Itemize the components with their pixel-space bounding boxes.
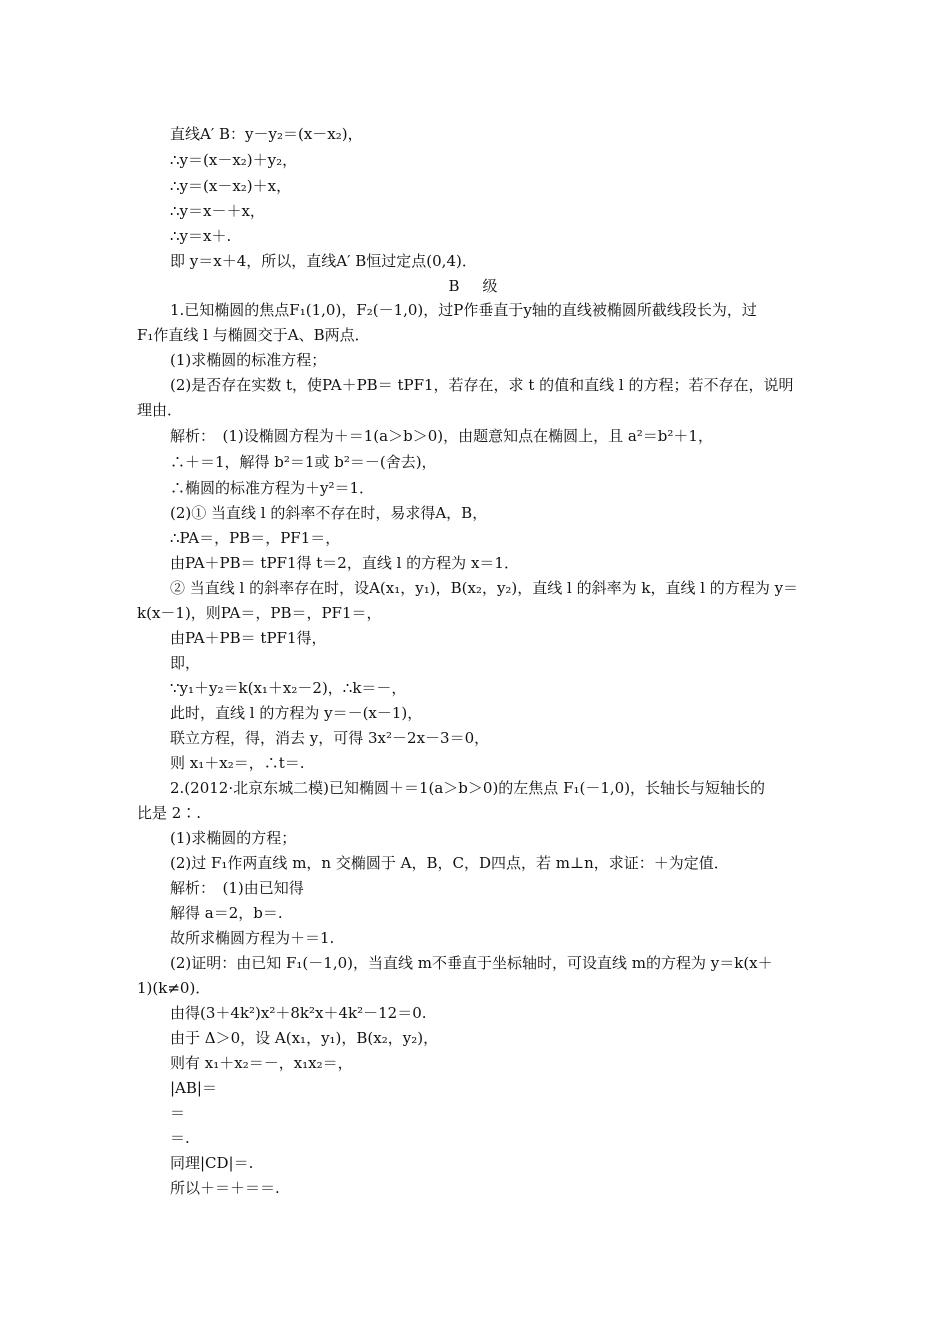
text-line-1: 直线A′ B：y－y₂＝(x－x₂)，	[170, 125, 363, 143]
solution-1-line-4: (2)① 当直线 l 的斜率不存在时，易求得A，B，	[170, 504, 488, 522]
text-line-6: 即 y＝x＋4，所以，直线A′ B恒过定点(0,4)．	[170, 252, 477, 270]
solution-1-line-3: ∴椭圆的标准方程为＋y²＝1．	[170, 479, 375, 497]
problem-2-line-1: 2.(2012·北京东城二模)已知椭圆＋＝1(a＞b＞0)的左焦点 F₁(－1,0)，长轴长与短轴长的	[170, 779, 766, 797]
solution-1-line-10: 即，	[170, 654, 201, 672]
solution-1-line-6: 由PA＋PB＝ tPF1得 t＝2，直线 l 的方程为 x＝1．	[170, 554, 519, 572]
solution-1-line-14: 则 x₁＋x₂＝，∴t＝.	[170, 754, 305, 772]
solution-2-line-9: |AB|＝	[170, 1079, 217, 1097]
solution-2-line-11: ＝.	[170, 1129, 190, 1147]
solution-2-line-5: 1)(k≠0)．	[137, 979, 211, 997]
solution-2-line-6: 由得(3＋4k²)x²＋8k²x＋4k²－12＝0.	[170, 1004, 427, 1022]
solution-2-line-1: 解析： (1)由已知得	[170, 879, 304, 897]
solution-1-line-8: k(x－1)，则PA＝，PB＝，PF1＝，	[137, 604, 382, 622]
solution-2-line-10: ＝	[170, 1104, 186, 1122]
problem-2-line-2: 比是 2∶.	[137, 804, 202, 822]
solution-1-line-5: ∴PA＝，PB＝，PF1＝，	[170, 529, 341, 547]
solution-1-line-13: 联立方程，得，消去 y，可得 3x²－2x－3＝0，	[170, 729, 490, 747]
problem-2-part-1: (1)求椭圆的方程；	[170, 829, 297, 847]
problem-1-line-2: F₁作直线 l 与椭圆交于A、B两点．	[137, 326, 370, 344]
text-line-2: ∴y＝(x－x₂)＋y₂，	[170, 151, 298, 169]
solution-2-line-12: 同理|CD|＝.	[170, 1154, 254, 1172]
solution-2-line-7: 由于 Δ＞0，设 A(x₁，y₁)，B(x₂，y₂)，	[170, 1029, 439, 1047]
solution-1-line-1: 解析： (1)设椭圆方程为＋＝1(a＞b＞0)，由题意知点在椭圆上，且 a²＝b²＋1，	[170, 427, 713, 445]
solution-1-line-12: 此时，直线 l 的方程为 y＝－(x－1)，	[170, 704, 423, 722]
problem-1-part-2: (2)是否存在实数 t，使PA＋PB＝ tPF1，若存在，求 t 的值和直线 l 的方程；若不存在，说明	[170, 376, 794, 394]
solution-1-line-7: ② 当直线 l 的斜率存在时，设A(x₁，y₁)，B(x₂，y₂)，直线 l 的斜率为 k，直线 l 的方程为 y＝	[170, 579, 799, 597]
solution-1-line-11: ∵y₁＋y₂＝k(x₁＋x₂－2)，∴k＝－，	[170, 679, 407, 697]
problem-1-part-1: (1)求椭圆的标准方程；	[170, 351, 327, 369]
solution-1-line-9: 由PA＋PB＝ tPF1得，	[170, 629, 327, 647]
solution-1-line-2: ∴＋＝1，解得 b²＝1或 b²＝－(舍去)，	[170, 453, 437, 471]
text-line-5: ∴y＝x＋.	[170, 227, 232, 245]
text-line-4: ∴y＝x－＋x，	[170, 202, 265, 220]
solution-2-line-8: 则有 x₁＋x₂＝－，x₁x₂＝，	[170, 1054, 353, 1072]
solution-2-line-3: 故所求椭圆方程为＋＝1.	[170, 929, 335, 947]
solution-2-line-2: 解得 a＝2，b＝.	[170, 904, 283, 922]
problem-2-part-2: (2)过 F₁作两直线 m，n 交椭圆于 A，B，C，D四点，若 m⊥n，求证：＋为定值．	[170, 854, 729, 872]
solution-2-line-13: 所以＋＝＋＝＝.	[170, 1179, 280, 1197]
problem-1-part-2-cont: 理由．	[137, 401, 183, 419]
solution-2-line-4: (2)证明：由已知 F₁(－1,0)，当直线 m不垂直于坐标轴时，可设直线 m的方程为 y＝k(x＋	[170, 954, 773, 972]
problem-1-line-1: 1.已知椭圆的焦点F₁(1,0)，F₂(－1,0)，过P作垂直于y轴的直线被椭圆所截线段长为，过	[170, 301, 757, 319]
text-line-3: ∴y＝(x－x₂)＋x，	[170, 177, 292, 195]
section-heading: B 级	[448, 277, 502, 295]
